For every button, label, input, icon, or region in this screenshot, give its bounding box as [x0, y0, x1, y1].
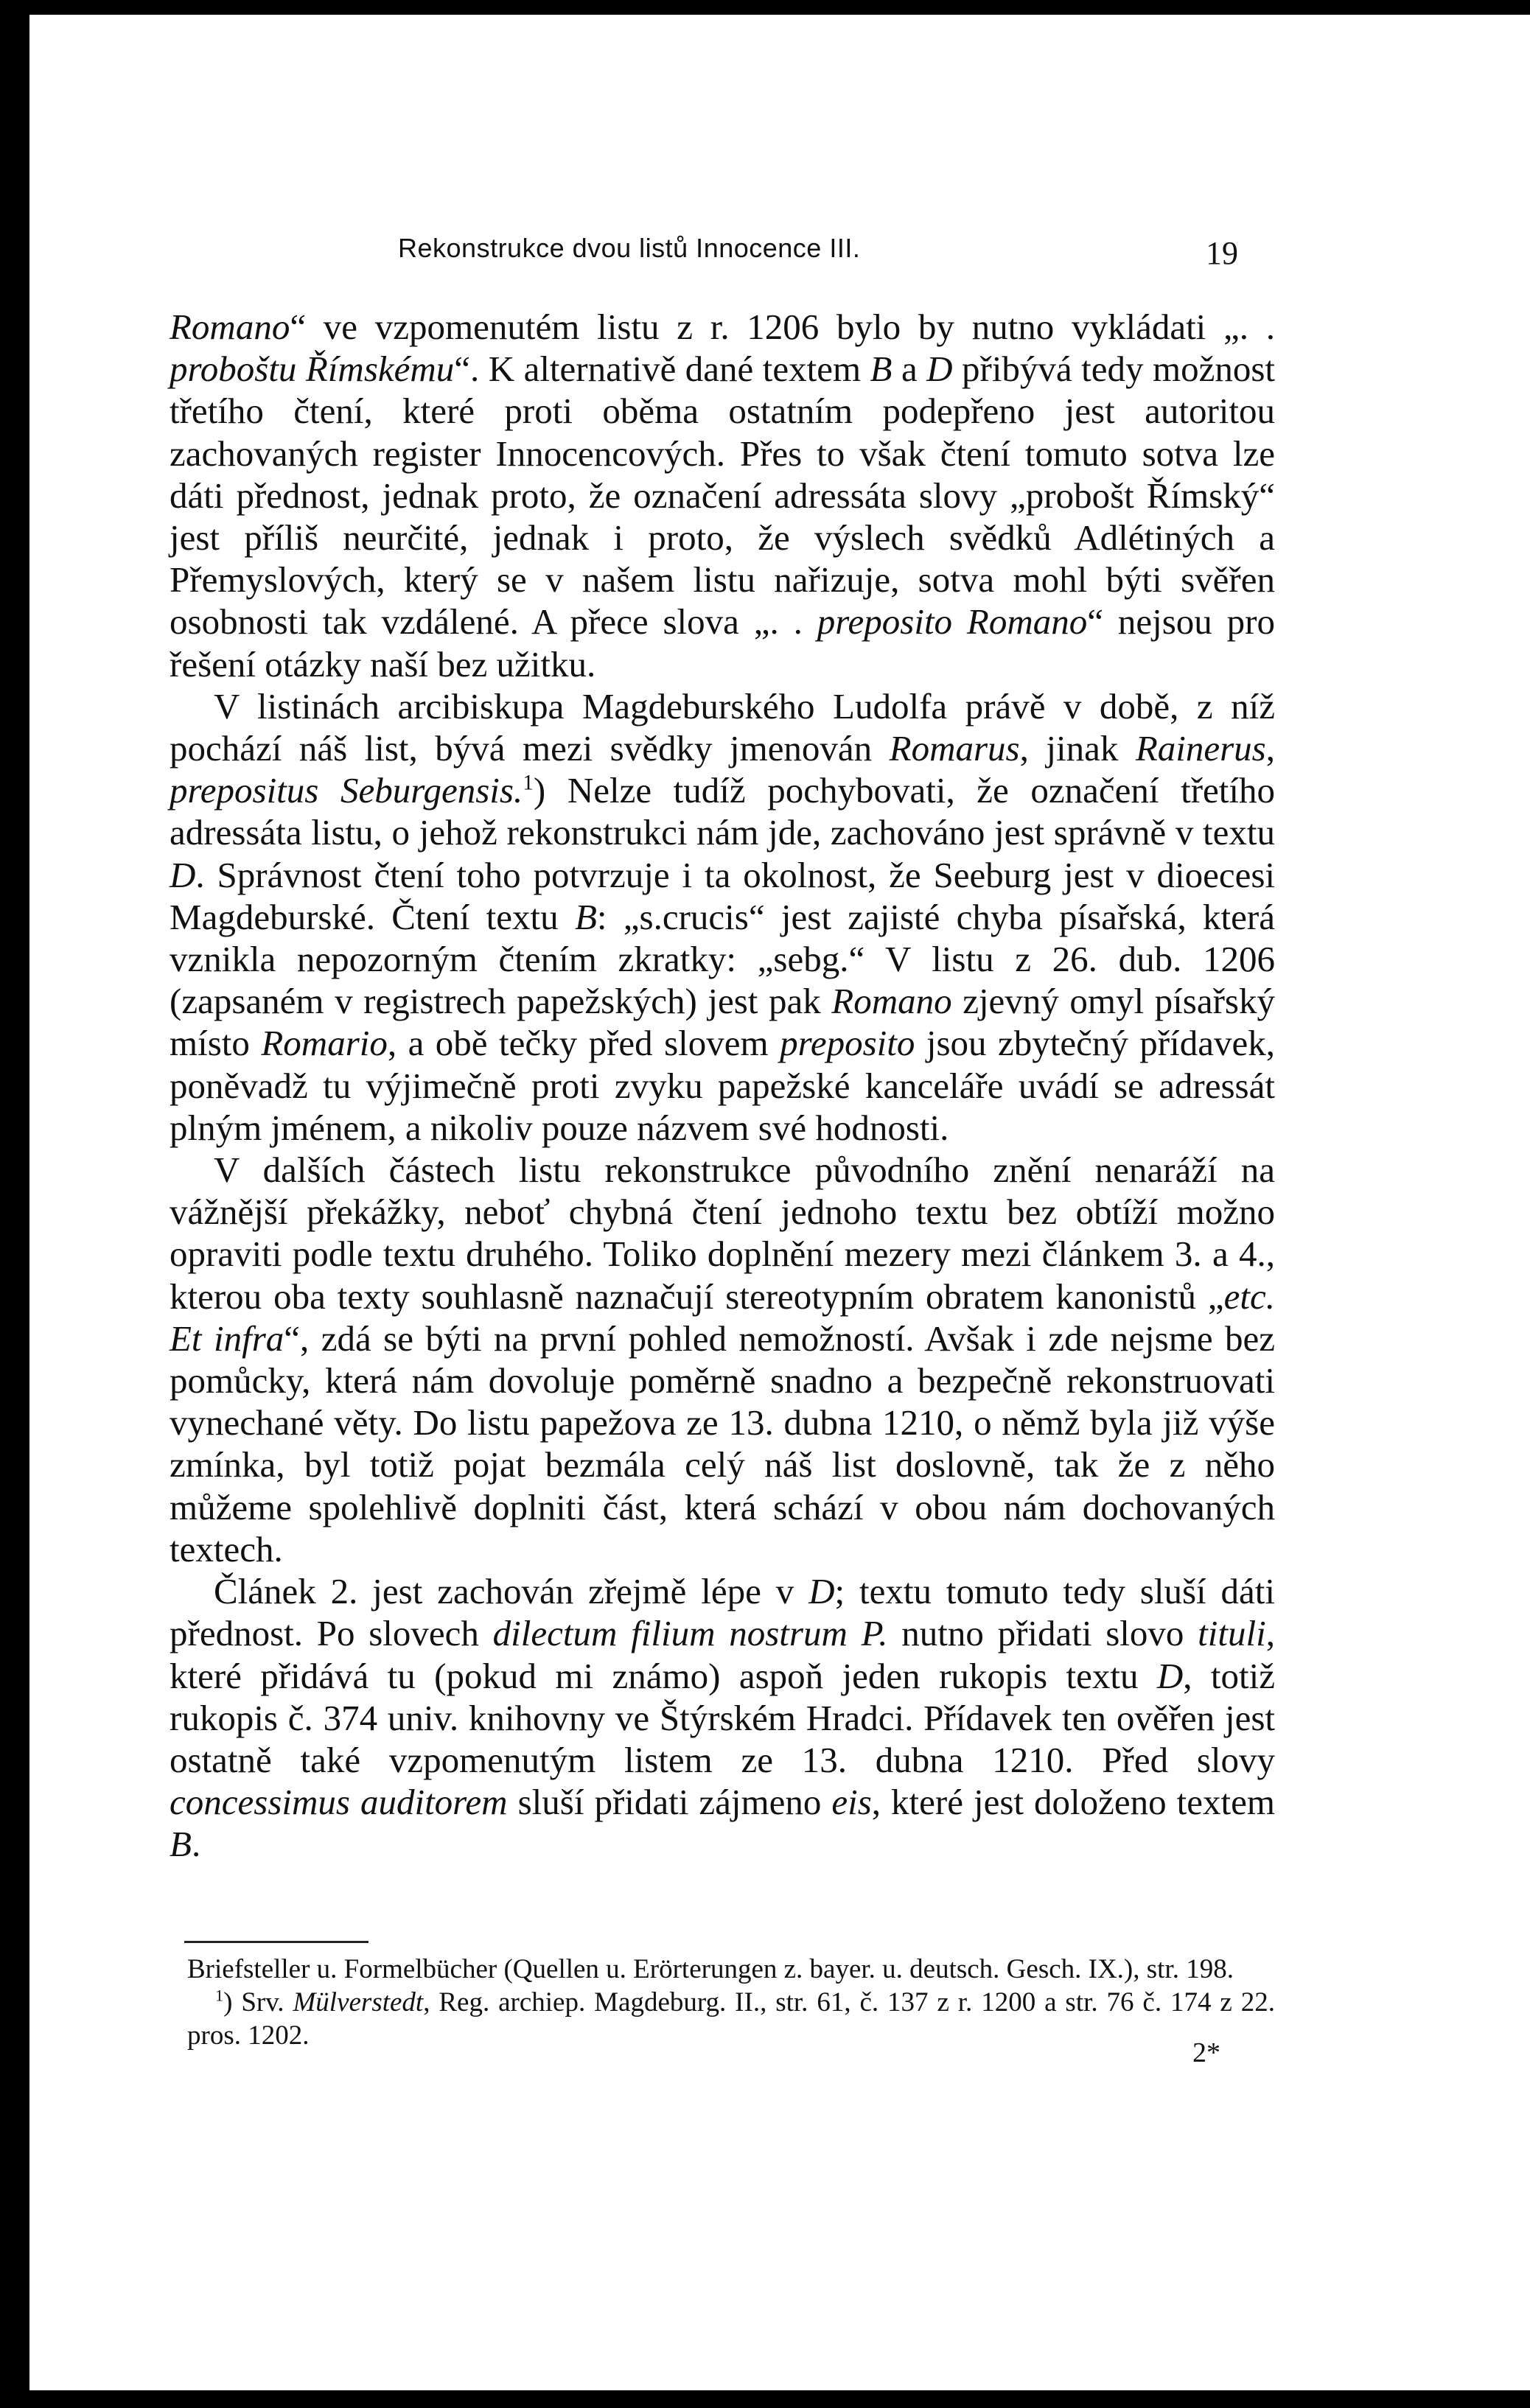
italic-term: prepositus Seburgensis.	[170, 770, 523, 811]
footnotes	[187, 1953, 1275, 2052]
running-header	[398, 233, 1312, 264]
text-run: ; textu tomuto tedy sluší dáti přednost. Po slovech	[170, 1571, 1276, 1654]
paragraph-3	[170, 1149, 1275, 1570]
text-siglum: D	[1156, 1655, 1184, 1696]
text-run: V listinách arcibiskupa Magdeburského Ludolfa právě v době, z níž pochází náš list, bývá mezi svědky jmenován	[170, 685, 1275, 769]
text-run: , a obě tečky před slovem	[387, 1023, 780, 1064]
footnote-marker: 1	[215, 1986, 224, 2005]
text-siglum: B	[870, 349, 893, 390]
text-siglum: D	[808, 1571, 835, 1612]
italic-term: preposito	[780, 1023, 915, 1064]
italic-term: etc. Et infra	[170, 1275, 1275, 1359]
italic-term: Romano	[170, 307, 290, 347]
text-run: ,	[1265, 728, 1275, 769]
italic-term: preposito Romano	[817, 601, 1088, 643]
text-run: “ ve vzpomenutém listu z r. 1206 bylo by nutno vykládati „. .	[290, 307, 1275, 347]
italic-term: eis	[831, 1782, 872, 1823]
italic-term: Romano	[831, 981, 952, 1022]
text-run: , jinak	[1019, 728, 1136, 769]
text-run: přibývá tedy možnost třetího čtení, které proti oběma ostatním podepřeno jest autoritou zachovaných register Innocencových. Přes to však čtení tomuto sotva lze dáti přednost, jednak proto, že označení adressáta slovy „probošt Římský“ jest příliš neurčité, jednak i proto, že výslech svědků Adlétiných a Přemyslových, který se v našem listu nařizuje, sotva mohl býti svěřen osobnosti tak vzdálené. A přece slova „. .	[170, 349, 1275, 643]
paragraph-4	[170, 1570, 1275, 1865]
footnote-continuation: Briefsteller u. Formelbücher (Quellen u. Erörterungen z. bayer. u. deutsch. Gesch. IX.), str. 198.	[187, 1954, 1234, 1984]
italic-term: dilectum filium nostrum P.	[492, 1613, 888, 1654]
text-siglum: B	[170, 1824, 192, 1865]
text-siglum: D	[926, 349, 953, 390]
text-run: jsou zbytečný přídavek, poněvadž tu výjimečně proti zvyku papežské kanceláře uvádí se adressát plným jménem, a nikoliv pouze názvem své hodnosti.	[170, 1023, 1275, 1148]
text-run: “, zdá se býti na první pohled nemožností. Avšak i zde nejsme bez pomůcky, která nám dovoluje poměrně snadno a bezpečně rekonstruovati vynechané věty. Do listu papežova ze 13. dubna 1210, o němž byla již výše zmínka, byl totiž pojat bezmála celý náš list doslovně, tak že z něho můžeme spolehlivě doplniti část, která schází v obou nám dochovaných textech.	[170, 1317, 1275, 1569]
text-run: .	[191, 1824, 201, 1865]
footnote-divider	[184, 1941, 368, 1943]
footnote-1	[187, 1986, 1275, 2052]
text-run: ) Nelze tudíž pochybovati, že označení třetího adressáta listu, o jehož rekonstrukci nám jde, zachováno jest správně v textu	[170, 770, 1275, 853]
text-run: : „s.crucis“ jest zajisté chyba písařská, která vznikla nepozorným čtením zkratky: „sebg.“ V listu z 26. dub. 1206 (zapsaném v registrech papežských) jest pak	[170, 896, 1275, 1022]
text-run: sluší přidati zájmeno	[507, 1782, 832, 1823]
text-run: , které přidává tu (pokud mi známo) aspoň jeden rukopis textu	[170, 1613, 1275, 1696]
italic-term: Romarus	[889, 728, 1020, 769]
italic-term: tituli	[1198, 1613, 1266, 1654]
text-run: Článek 2. jest zachován zřejmě lépe v	[214, 1571, 809, 1612]
italic-term: concessimus auditorem	[170, 1782, 508, 1823]
text-run: ) Srv.	[223, 1987, 293, 2017]
footnote-ref: 1	[523, 771, 534, 795]
text-run: . Správnost čtení toho potvrzuje i ta okolnost, že Seeburg jest v dioecesi Magdeburské. Čtení textu	[170, 854, 1275, 937]
paragraph-2	[170, 685, 1275, 1149]
italic-term: Rainerus	[1135, 728, 1266, 769]
italic-term: Romario	[261, 1023, 388, 1064]
main-text	[170, 306, 1275, 1866]
text-run: , totiž rukopis č. 374 univ. knihovny ve Štýrském Hradci. Přídavek ten ověřen jest ostatně také vzpomenutým listem ze 13. dubna 1210. Před slovy	[170, 1655, 1275, 1780]
text-run: , Reg. archiep. Magdeburg. II., str. 61, č. 137 z r. 1200 a str. 76 č. 174 z 22. pros. 1202.	[187, 1987, 1275, 2051]
italic-term: proboštu Římskému	[170, 349, 455, 390]
running-title: Rekonstrukce dvou listů Innocence III.	[398, 233, 861, 263]
text-run: zjevný omyl písařský místo	[170, 981, 1275, 1064]
text-run: “ nejsou pro řešení otázky naší bez užitku.	[170, 601, 1275, 685]
text-run: nutno přidati slovo	[887, 1613, 1198, 1654]
text-siglum: D	[170, 854, 196, 895]
signature-mark: 2*	[1192, 2037, 1220, 2068]
page-number: 19	[1206, 235, 1238, 271]
book-page	[29, 15, 1530, 2390]
paragraph-1	[170, 306, 1275, 685]
text-run: “. K alternativě dané textem	[454, 349, 870, 390]
italic-term: Mülverstedt	[293, 1987, 424, 2017]
text-run: V dalších částech listu rekonstrukce původního znění nenaráží na vážnější překážky, neboť chybná čtení jednoho textu bez obtíží možno opraviti podle textu druhého. Toliko doplnění mezery mezi článkem 3. a 4., kterou oba texty souhlasně naznačují stereotypním obratem kanonistů „	[170, 1149, 1275, 1317]
text-siglum: B	[574, 896, 597, 937]
text-run: a	[892, 349, 927, 390]
text-run: , které jest doloženo textem	[871, 1782, 1275, 1823]
